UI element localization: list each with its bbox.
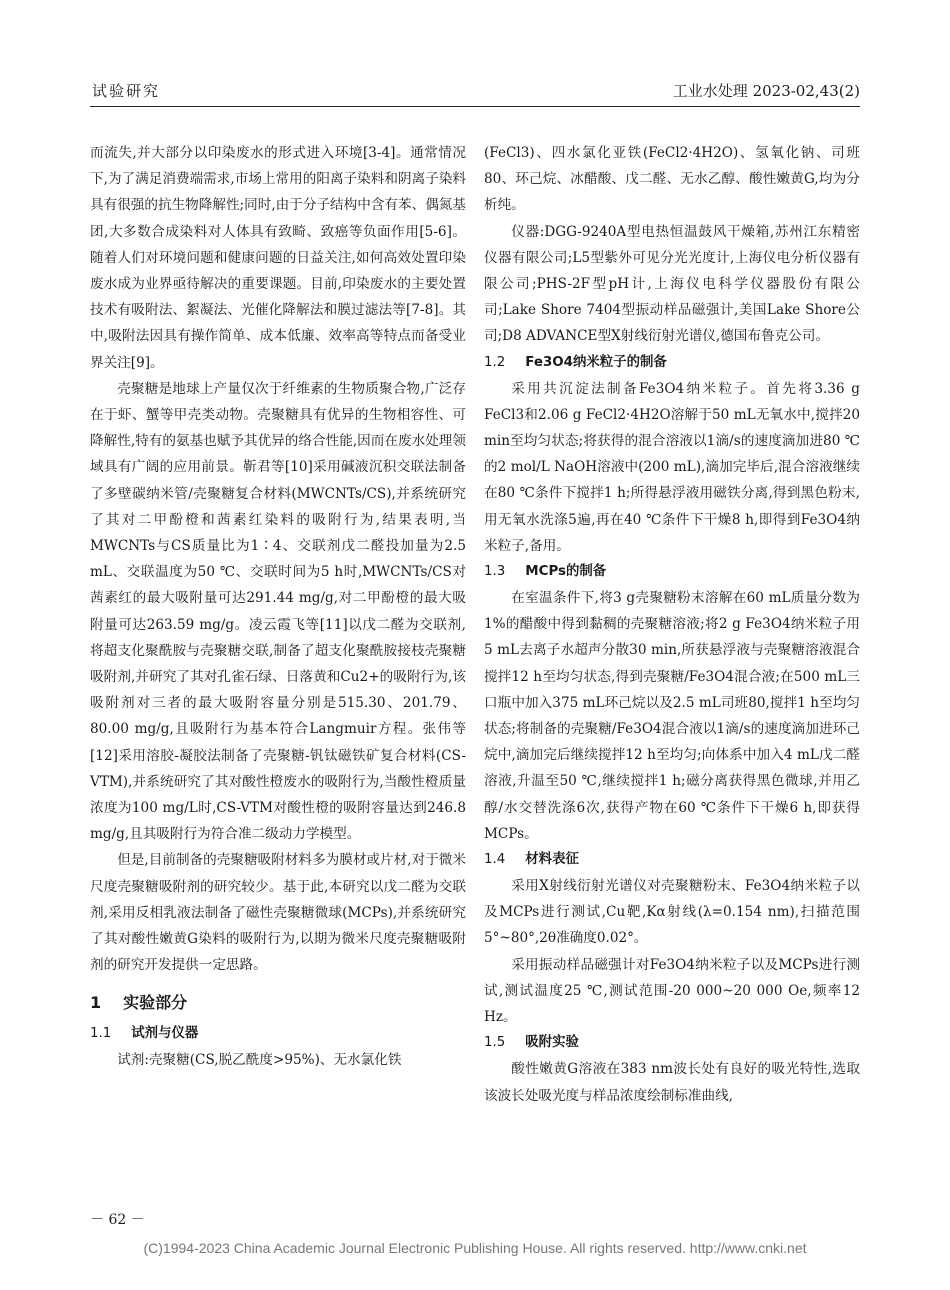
- paragraph: (FeCl3)、四水氯化亚铁(FeCl2·4H2O)、氢氧化钠、司班80、环己烷、冰醋酸、戊二醛、无水乙醇、酸性嫩黄G,均为分析纯。: [484, 145, 860, 214]
- running-header: [92, 76, 860, 102]
- subsection-heading: [484, 847, 860, 873]
- left-column: [90, 140, 466, 1073]
- subsection-title: MCPs的制备: [525, 564, 607, 580]
- subsection-title: 材料表征: [525, 852, 579, 868]
- subsection-heading: [484, 350, 860, 376]
- paragraph: 采用X射线衍射光谱仪对壳聚糖粉末、Fe3O4纳米粒子以及MCPs进行测试,Cu靶,Kα射线(λ=0.154 nm),扫描范围5°~80°,2θ准确度0.02°。: [484, 878, 860, 947]
- header-journal: 工业水处理 2023-02,43(2): [672, 82, 860, 100]
- subsection-number: 1.4: [484, 852, 506, 868]
- subsection-title: 吸附实验: [525, 1035, 579, 1051]
- copyright-footer: (C)1994-2023 China Academic Journal Electronic Publishing House. All rights reserved. http://www.cnki.net: [143, 1240, 807, 1256]
- subsection-title: Fe3O4纳米粒子的制备: [525, 354, 667, 370]
- subsection-number: 1.2: [484, 354, 506, 370]
- paragraph: 酸性嫩黄G溶液在383 nm波长处有良好的吸光特性,选取该波长处吸光度与样品浓度绘制标准曲线,: [484, 1061, 860, 1104]
- subsection-number: 1.1: [90, 1025, 112, 1041]
- subsection-heading: [484, 559, 860, 585]
- paragraph: 采用振动样品磁强计对Fe3O4纳米粒子以及MCPs进行测试,测试温度25 ℃,测试范围-20 000~20 000 Oe,频率12 Hz。: [484, 956, 860, 1026]
- paragraph: 在室温条件下,将3 g壳聚糖粉末溶解在60 mL质量分数为1%的醋酸中得到黏稠的壳聚糖溶液;将2 g Fe3O4纳米粒子用5 mL去离子水超声分散30 min,所获悬浮液与壳聚糖溶液混合搅拌12 h至均匀状态,得到壳聚糖/Fe3O4混合液;在500 mL三口瓶中加入375 mL环己烷以及2.5 mL司班80,搅拌1 h至均匀状态;将制备的壳聚糖/Fe3O4混合液以1滴/s的速度滴加进环己烷中,滴加完后继续搅拌12 h至均匀;向体系中加入4 mL戊二醛溶液,升温至50 ℃,继续搅拌1 h;磁分离获得黑色微球,并用乙醇/水交替洗涤6次,获得产物在60 ℃条件下干燥6 h,即获得MCPs。: [484, 590, 860, 842]
- paragraph: 但是,目前制备的壳聚糖吸附材料多为膜材或片材,对于微米尺度壳聚糖吸附剂的研究较少。基于此,本研究以戊二醛为交联剂,采用反相乳液法制备了磁性壳聚糖微球(MCPs),并系统研究了其对酸性嫩黄G染料的吸附行为,以期为微米尺度壳聚糖吸附剂的研究开发提供一定思路。: [90, 852, 466, 974]
- subsection-heading: [90, 1021, 466, 1047]
- subsection-number: 1.5: [484, 1035, 506, 1051]
- paragraph: 试剂:壳聚糖(CS,脱乙酰度>95%)、无水氯化铁: [117, 1051, 402, 1068]
- right-column: [484, 140, 860, 1109]
- subsection-number: 1.3: [484, 564, 506, 580]
- subsection-title: 试剂与仪器: [131, 1025, 199, 1041]
- paragraph: 壳聚糖是地球上产量仅次于纤维素的生物质聚合物,广泛存在于虾、蟹等甲壳类动物。壳聚糖具有优异的生物相容性、可降解性,特有的氨基也赋予其优异的络合性能,因而在废水处理领域具有广阔的应用前景。靳君等[10]采用碱液沉积交联法制备了多壁碳纳米管/壳聚糖复合材料(MWCNTs/CS),并系统研究了其对二甲酚橙和茜素红染料的吸附行为,结果表明,当MWCNTs与CS质量比为1∶4、交联剂戊二醛投加量为2.5 mL、交联温度为50 ℃、交联时间为5 h时,MWCNTs/CS对茜素红的最大吸附量可达291.44 mg/g,对二甲酚橙的最大吸附量可达263.59 mg/g。凌云霞飞等[11]以戊二醛为交联剂,将超支化聚酰胺与壳聚糖交联,制备了超支化聚酰胺接枝壳聚糖吸附剂,并研究了其对孔雀石绿、日落黄和Cu2+的吸附行为,该吸附剂对三者的最大吸附容量分别是515.30、201.79、80.00 mg/g,且吸附行为基本符合Langmuir方程。张伟等[12]采用溶胶-凝胶法制备了壳聚糖-钒钛磁铁矿复合材料(CS-VTM),并系统研究了其对酸性橙废水的吸附行为,当酸性橙质量浓度为100 mg/L时,CS-VTM对酸性橙的吸附容量达到246.8 mg/g,且其吸附行为符合准二级动力学模型。: [90, 380, 466, 843]
- section-heading: [90, 991, 466, 1015]
- subsection-heading: [484, 1030, 860, 1056]
- paragraph: 仪器:DGG-9240A型电热恒温鼓风干燥箱,苏州江东精密仪器有限公司;L5型紫外可见分光光度计,上海仪电分析仪器有限公司;PHS-2F型pH计,上海仪电科学仪器股份有限公司;Lake Shore 7404型振动样品磁强计,美国Lake Shore公司;D8 ADVANCE型X射线衍射光谱仪,德国布鲁克公司。: [484, 223, 860, 345]
- header-section: 试验研究: [92, 82, 161, 100]
- paragraph: 而流失,并大部分以印染废水的形式进入环境[3-4]。通常情况下,为了满足消费端需求,市场上常用的阳离子染料和阴离子染料具有很强的抗生物降解性;同时,由于分子结构中含有苯、偶氮基团,大多数合成染料对人体具有致畸、致癌等负面作用[5-6]。随着人们对环境问题和健康问题的日益关注,如何高效处置印染废水成为业界亟待解决的重要课题。目前,印染废水的主要处置技术有吸附法、絮凝法、光催化降解法和膜过滤法等[7-8]。其中,吸附法因具有操作简单、成本低廉、效率高等特点而备受业界关注[9]。: [90, 145, 466, 371]
- section-title: 实验部分: [123, 992, 188, 1012]
- paragraph: 采用共沉淀法制备Fe3O4纳米粒子。首先将3.36 g FeCl3和2.06 g FeCl2·4H2O溶解于50 mL无氧水中,搅拌20 min至均匀状态;将获得的混合溶液以1滴/s的速度滴加进80 ℃的2 mol/L NaOH溶液中(200 mL),滴加完毕后,混合溶液继续在80 ℃条件下搅拌1 h;所得悬浮液用磁铁分离,得到黑色粉末,用无氧水洗涤5遍,再在40 ℃条件下干燥8 h,即得到Fe3O4纳米粒子,备用。: [484, 380, 860, 554]
- section-number: 1: [90, 992, 102, 1012]
- page-number: － 62 －: [90, 1212, 145, 1228]
- header-rule: [90, 106, 860, 107]
